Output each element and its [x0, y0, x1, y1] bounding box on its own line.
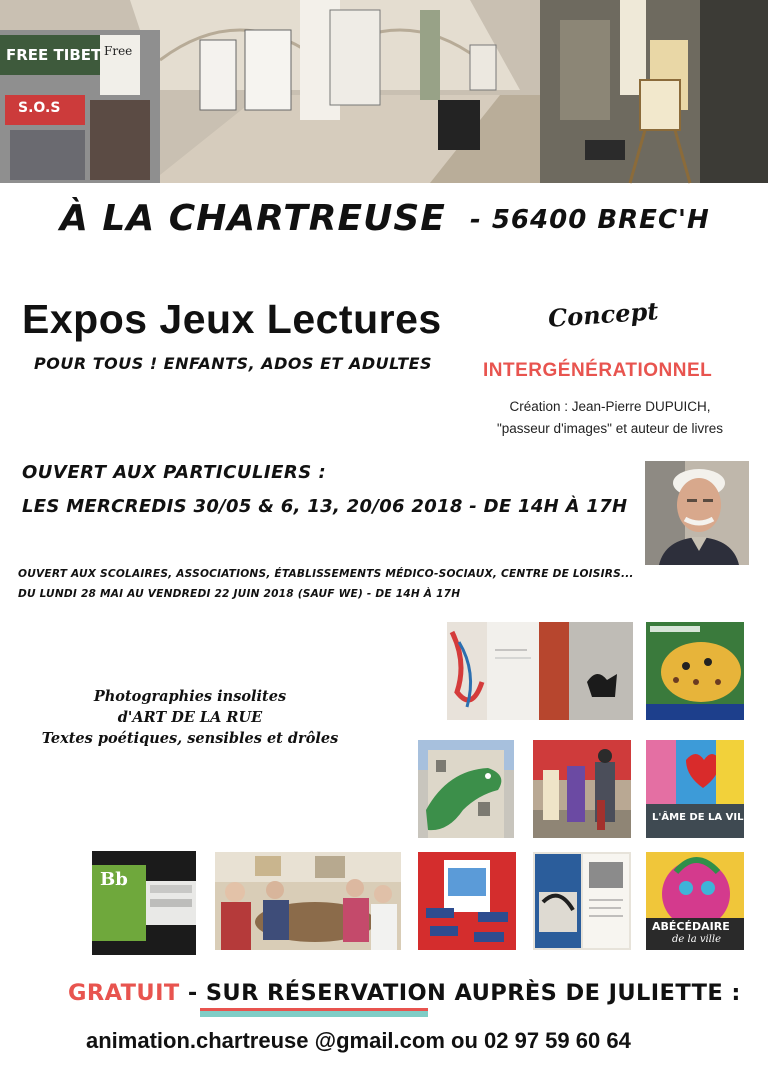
description-line-1: Photographies insolites: [93, 688, 287, 705]
photo-book-pages: [533, 852, 631, 950]
public-opening-title: OUVERT AUX PARTICULIERS :: [22, 462, 327, 483]
abecedaire-title: ABÉCÉDAIRE: [652, 920, 730, 933]
reservation-line: [68, 980, 741, 1006]
reservation-underline-teal: [200, 1011, 428, 1017]
abecedaire-logo-circle: [92, 851, 196, 955]
creation-line-2: "passeur d'images" et auteur de livres: [496, 421, 724, 436]
bb-letters: Bb: [100, 869, 128, 890]
hero-photo-cloister: [0, 0, 768, 183]
photo-book-cat: [447, 622, 633, 720]
event-subtitle: POUR TOUS ! ENFANTS, ADOS ET ADULTES: [34, 354, 433, 373]
free-tibet-sign: FREE TIBET: [6, 46, 102, 64]
place-name: À LA CHARTREUSE: [60, 198, 446, 239]
photo-street-figures: [533, 740, 631, 838]
photo-jaguar-cover: [646, 622, 744, 720]
contact-line: [86, 1028, 631, 1054]
photo-abecedaire-cover: [646, 852, 744, 950]
sos-sign: S.O.S: [18, 100, 61, 116]
schools-opening-line-2: DU LUNDI 28 MAI AU VENDREDI 22 JUIN 2018 (SAUF WE) - DE 14H À 17H: [18, 588, 461, 600]
event-title: Expos Jeux Lectures: [22, 296, 442, 342]
exhibition-description: [20, 686, 360, 749]
concept-highlight: INTERGÉNÉRATIONNEL: [483, 360, 713, 381]
contact-phone-link[interactable]: 02 97 59 60 64: [484, 1028, 631, 1053]
creation-line-1: Création : Jean-Pierre DUPUICH,: [509, 399, 711, 414]
free-label: GRATUIT: [68, 980, 180, 1006]
free-sign: Free: [104, 44, 133, 58]
author-portrait: [645, 461, 749, 565]
photo-red-word-cards: [418, 852, 516, 950]
photo-seniors-game: [215, 852, 401, 950]
de-la-ville-subtitle: de la ville: [672, 934, 721, 945]
description-line-3: Textes poétiques, sensibles et drôles: [41, 730, 339, 747]
place-postcode: - 56400 BREC'H: [470, 205, 710, 235]
contact-email-link[interactable]: animation.chartreuse @gmail.com: [86, 1028, 445, 1053]
schools-opening-line-1: OUVERT AUX SCOLAIRES, ASSOCIATIONS, ÉTABLISSEMENTS MÉDICO-SOCIAUX, CENTRE DE LOISIRS...: [18, 568, 634, 580]
reservation-text: - SUR RÉSERVATION AUPRÈS DE JULIETTE :: [179, 980, 741, 1006]
creation-credit: [460, 396, 760, 440]
concept-label: Concept: [547, 296, 660, 333]
contact-separator: ou: [444, 1028, 484, 1053]
public-opening-dates: LES MERCREDIS 30/05 & 6, 13, 20/06 2018 - DE 14H À 17H: [22, 496, 628, 517]
photo-ame-de-la-ville: [646, 740, 757, 838]
description-line-2: d'ART DE LA RUE: [117, 709, 263, 726]
photo-crocodile-mural: [418, 740, 514, 838]
ame-de-la-ville-label: L'ÂME DE LA VILLE: [652, 812, 757, 823]
